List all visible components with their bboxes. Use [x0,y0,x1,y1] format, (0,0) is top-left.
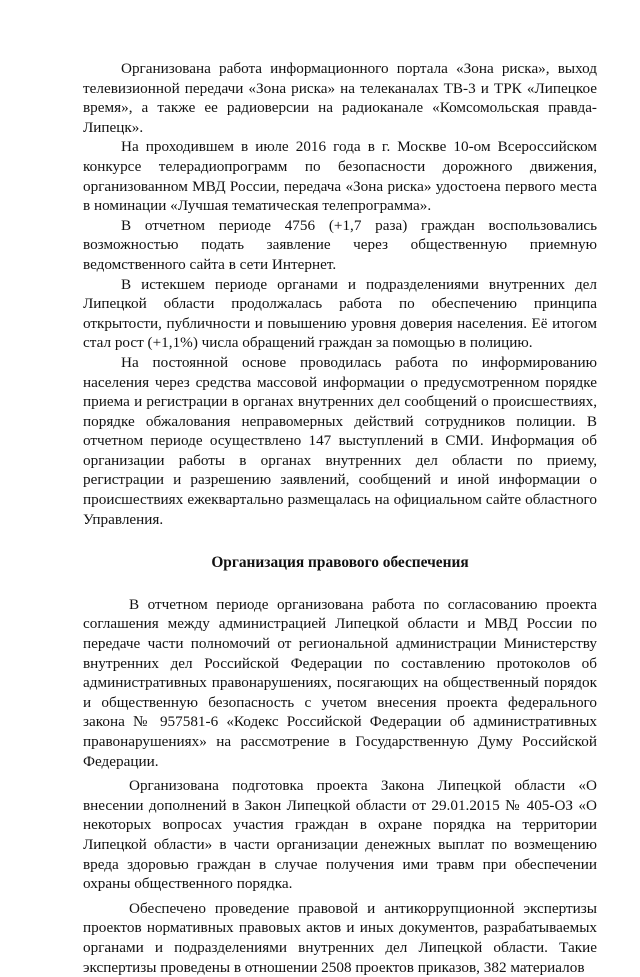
paragraph: Обеспечено проведение правовой и антикоррупционной экспертизы проектов нормативных правовых актов и иных документов, разрабатываемых органами и подразделениями внутренних дел Липецкой области. Такие экспертизы проведены в отношении 2508 проектов приказов, 382 материалов [83,899,597,976]
paragraph: На проходившем в июле 2016 года в г. Москве 10-ом Всероссийском конкурсе телерадиопрограмм по безопасности дорожного движения, организованном МВД России, передача «Зона риска» удостоена первого места в номинации «Лучшая тематическая телепрограмма». [83,138,597,215]
section-public-relations [83,59,597,529]
document-page [83,59,597,977]
paragraph: Организована работа информационного портала «Зона риска», выход телевизионной передачи «Зона риска» на телеканалах ТВ-3 и ТРК «Липецкое время», а также ее радиоверсии на радиоканале «Комсомольская правда-Липецк». [83,60,597,136]
paragraph: В отчетном периоде организована работа по согласованию проекта соглашения между администрацией Липецкой области и МВД России по передаче части полномочий от региональной администрации Министерству внутренних дел Российской Федерации по составлению протоколов об административных правонарушениях, посягающих на общественный порядок и общественную безопасность с учетом внесения проекта федерального закона № 957581-6 «Кодекс Российской Федерации об административных правонарушениях» на рассмотрение в Государственную Думу Российской Федерации. [83,595,597,770]
section-heading: Организация правового обеспечения [211,554,469,572]
paragraph: На постоянной основе проводилась работа по информированию населения через средства массовой информации о предусмотренном порядке приема и регистрации в органах внутренних дел сообщений о происшествиях, порядке обжалования неправомерных действий сотрудников полиции. В отчетном периоде осуществлено 147 выступлений в СМИ. Информация об организации работы в органах внутренних дел области по приему, регистрации и разрешению заявлений, сообщений и иной информации о происшествиях ежеквартально размещалась на официальном сайте областного Управления. [83,353,597,528]
paragraph: Организована подготовка проекта Закона Липецкой области «О внесении дополнений в Закон Липецкой области от 29.01.2015 № 405-ОЗ «О некоторых вопросах участия граждан в охране порядка на территории Липецкой области» в части организации денежных выплат по возмещению вреда здоровью граждан в случае получения ими травм при обеспечении охраны общественного порядка. [83,777,597,893]
paragraph: В истекшем периоде органами и подразделениями внутренних дел Липецкой области продолжалась работа по обеспечению принципа открытости, публичности и повышению уровня доверия населения. Её итогом стал рост (+1,1%) числа обращений граждан за помощью в полицию. [83,275,597,352]
paragraph: В отчетном периоде 4756 (+1,7 раза) граждан воспользовались возможностью подать заявление через общественную приемную ведомственного сайта в сети Интернет. [83,216,597,273]
section-legal-support [83,595,597,977]
